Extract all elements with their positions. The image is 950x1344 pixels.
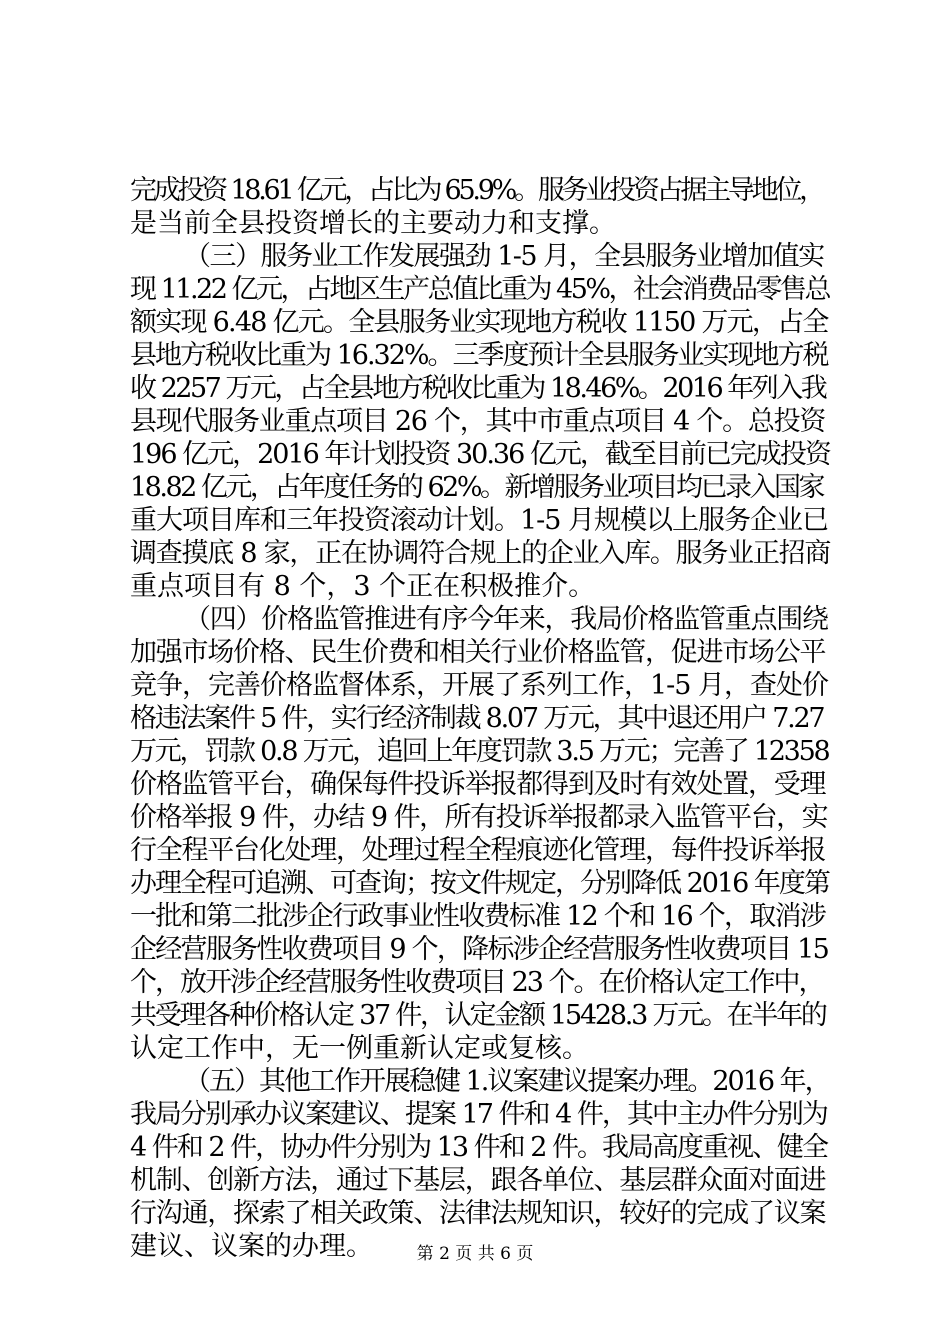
text-line: 加强市场价格、民生价费和相关行业价格监管，促进市场公平: [130, 637, 826, 668]
text-line: 竞争，完善价格监督体系，开展了系列工作，1-5 月，查处价: [130, 670, 829, 701]
text-line: 额实现 6.48 亿元。全县服务业实现地方税收 1150 万元，占全: [130, 307, 828, 338]
text-line: 县现代服务业重点项目 26 个，其中市重点项目 4 个。总投资: [130, 406, 826, 437]
text-line: 行沟通，探索了相关政策、法律法规知识，较好的完成了议案: [130, 1198, 826, 1229]
page-number-footer: 第 2 页 共 6 页: [416, 1244, 534, 1264]
text-line: 办理全程可追溯、可查询；按文件规定，分别降低 2016 年度第: [130, 868, 829, 899]
text-line: 是当前全县投资增长的主要动力和支撑。: [130, 208, 616, 239]
text-line: 我局分别承办议案建议、提案 17 件和 4 件，其中主办件分别为: [130, 1099, 827, 1130]
text-line: 共受理各种价格认定 37 件，认定金额 15428.3 万元。在半年的: [130, 1000, 826, 1031]
text-line: 企经营服务性收费项目 9 个，降标涉企经营服务性收费项目 15: [130, 934, 829, 965]
text-line: 县地方税收比重为 16.32%。三季度预计全县服务业实现地方税: [130, 340, 828, 371]
text-line: 196 亿元，2016 年计划投资 30.36 亿元，截至目前已完成投资: [130, 439, 830, 470]
text-line: 万元，罚款 0.8 万元，追回上年度罚款 3.5 万元；完善了 12358: [130, 736, 829, 767]
text-line: 4 件和 2 件，协办件分别为 13 件和 2 件。我局高度重视、健全: [130, 1132, 827, 1163]
paragraph-start-line: （四）价格监管推进有序今年来，我局价格监管重点围绕: [184, 604, 828, 635]
text-line: 认定工作中，无一例重新认定或复核。: [130, 1033, 589, 1064]
text-line: 个，放开涉企经营服务性收费项目 23 个。在价格认定工作中，: [130, 967, 824, 998]
text-line: 一批和第二批涉企行政事业性收费标准 12 个和 16 个，取消涉: [130, 901, 826, 932]
text-line: 重点项目有 8 个，3 个正在积极推介。: [130, 571, 596, 602]
text-line: 现 11.22 亿元，占地区生产总值比重为 45%，社会消费品零售总: [130, 274, 830, 305]
text-line: 建议、议案的办理。: [130, 1231, 373, 1262]
text-line: 价格举报 9 件，办结 9 件，所有投诉举报都录入监管平台，实: [130, 802, 828, 833]
text-line: 完成投资 18.61 亿元，占比为 65.9%。服务业投资占据主导地位，: [130, 175, 823, 206]
text-line: 格违法案件 5 件，实行经济制裁 8.07 万元，其中退还用户 7.27: [130, 703, 824, 734]
text-line: 收 2257 万元，占全县地方税收比重为 18.46%。2016 年列入我: [130, 373, 826, 404]
text-line: 行全程平台化处理，处理过程全程痕迹化管理，每件投诉举报: [130, 835, 826, 866]
text-line: 重大项目库和三年投资滚动计划。1-5 月规模以上服务企业已: [130, 505, 829, 536]
paragraph-start-line: （五）其他工作开展稳健 1.议案建议提案办理。2016 年，: [184, 1066, 830, 1097]
text-line: 机制、创新方法，通过下基层，跟各单位、基层群众面对面进: [130, 1165, 826, 1196]
text-line: 18.82 亿元，占年度任务的 62%。新增服务业项目均已录入国家: [130, 472, 823, 503]
document-body: [130, 174, 830, 1263]
text-line: 价格监管平台，确保每件投诉举报都得到及时有效处置，受理: [130, 769, 826, 800]
text-line: 调查摸底 8 家，正在协调符合规上的企业入库。服务业正招商: [130, 538, 831, 569]
paragraph-start-line: （三）服务业工作发展强劲 1-5 月，全县服务业增加值实: [184, 241, 824, 272]
